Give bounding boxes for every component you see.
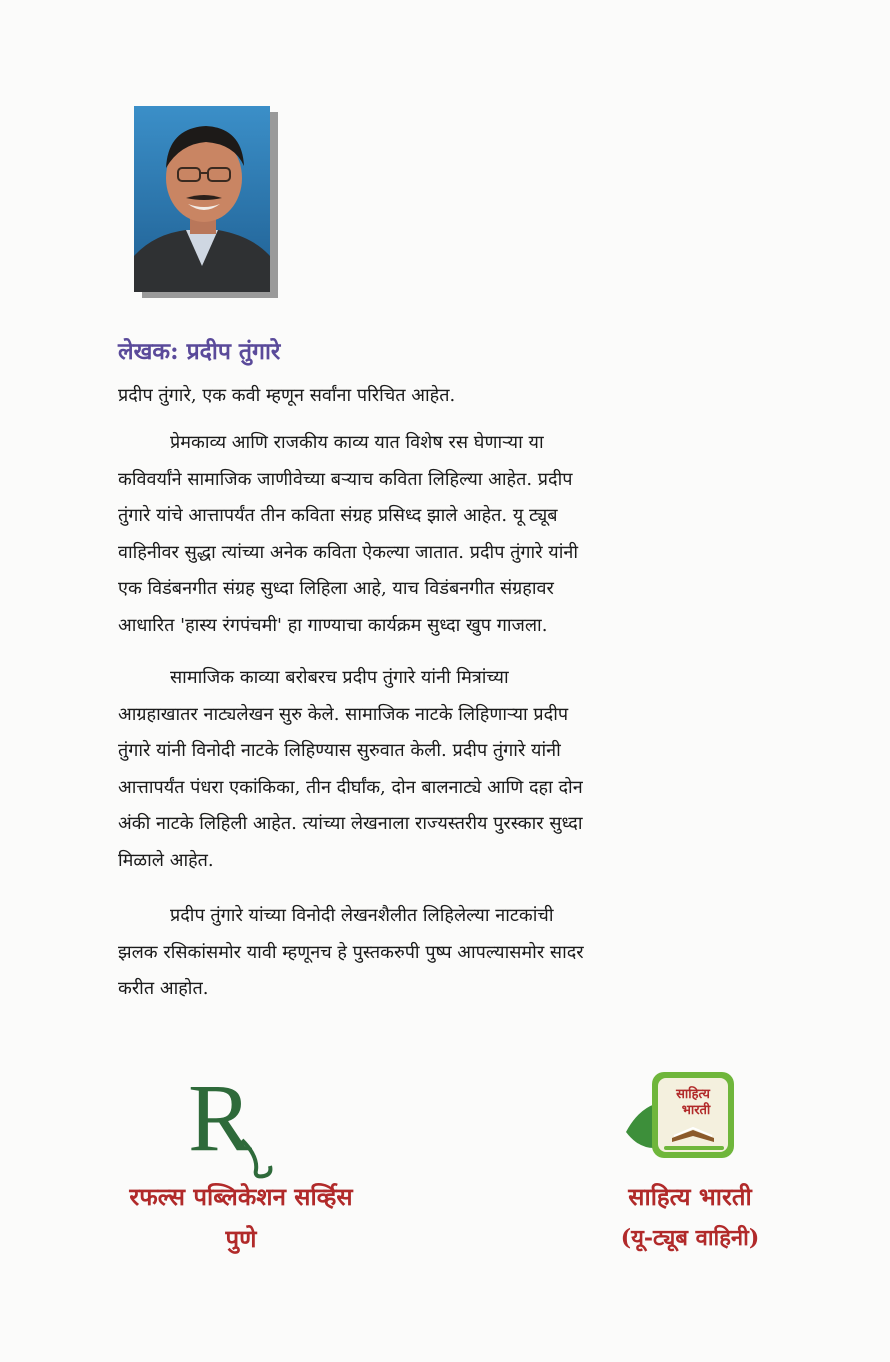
bio-line: तुंगारे यांचे आत्तापर्यंत तीन कविता संग्रह प्रसिध्द झाले आहेत. यू ट्यूब	[118, 505, 558, 527]
channel-name: साहित्य भारती	[628, 1182, 752, 1211]
sahitya-bharati-logo-icon	[624, 1068, 739, 1168]
bio-paragraph-1	[118, 378, 758, 415]
bio-line: कविवर्यांने सामाजिक जाणीवेच्या बऱ्याच कविता लिहिल्या आहेत. प्रदीप	[118, 468, 573, 490]
bio-line: मिळाले आहेत.	[118, 849, 214, 871]
bio-line: प्रेमकाव्य आणि राजकीय काव्य यात विशेष रस घेणाऱ्या या	[170, 432, 544, 453]
bio-line: आत्तापर्यंत पंधरा एकांकिका, तीन दीर्घांक, दोन बालनाट्ये आणि दहा दोन	[118, 776, 583, 798]
publisher-name: रफल्स पब्लिकेशन सर्व्हिस	[129, 1182, 353, 1211]
bio-line: सामाजिक काव्या बरोबरच प्रदीप तुंगारे यांनी मित्रांच्या	[170, 667, 509, 688]
bio-line: अंकी नाटके लिहिली आहेत. त्यांच्या लेखनाला राज्यस्तरीय पुरस्कार सुध्दा	[118, 813, 583, 835]
bio-line: वाहिनीवर सुद्धा त्यांच्या अनेक कविता ऐकल्या जातात. प्रदीप तुंगारे यांनी	[118, 541, 579, 563]
bio-paragraph-3	[118, 660, 758, 880]
bio-line: प्रदीप तुंगारे, एक कवी म्हणून सर्वांना परिचित आहेत.	[118, 385, 456, 406]
publisher-logo-letter: R	[188, 1070, 253, 1171]
bio-paragraph-4	[118, 898, 758, 1008]
logo-text-1: साहित्य	[676, 1087, 710, 1102]
channel-subtitle: (यू-ट्यूब वाहिनी)	[620, 1225, 760, 1251]
bio-line: आधारित 'हास्य रंगपंचमी' हा गाण्याचा कार्यक्रम सुध्दा खुप गाजला.	[118, 614, 548, 636]
bio-line: प्रदीप तुंगारे यांच्या विनोदी लेखनशैलीत लिहिलेल्या नाटकांची	[170, 905, 554, 926]
publisher-logo	[180, 1070, 290, 1180]
bio-line: तुंगारे यांनी विनोदी नाटके लिहिण्यास सुरुवात केली. प्रदीप तुंगारे यांनी	[118, 740, 561, 762]
channel-logo	[624, 1068, 739, 1168]
bio-line: झलक रसिकांसमोर यावी म्हणूनच हे पुस्तकरुपी पुष्प आपल्यासमोर सादर	[118, 941, 584, 963]
bio-line: आग्रहाखातर नाट्यलेखन सुरु केले. सामाजिक नाटके लिहिणाऱ्या प्रदीप	[118, 703, 569, 725]
publisher-city: पुणे	[225, 1224, 257, 1253]
logo-text-2: भारती	[681, 1103, 711, 1118]
bio-line: एक विडंबनगीत संग्रह सुध्दा लिहिला आहे, याच विडंबनगीत संग्रहावर	[118, 578, 554, 600]
author-heading: लेखक: प्रदीप तुंगारे	[118, 338, 281, 365]
author-photo	[134, 106, 270, 292]
author-portrait-icon	[134, 106, 270, 292]
publisher-r-logo-icon	[180, 1070, 290, 1180]
bio-paragraph-2	[118, 425, 758, 645]
bio-line: करीत आहोत.	[118, 978, 209, 1000]
